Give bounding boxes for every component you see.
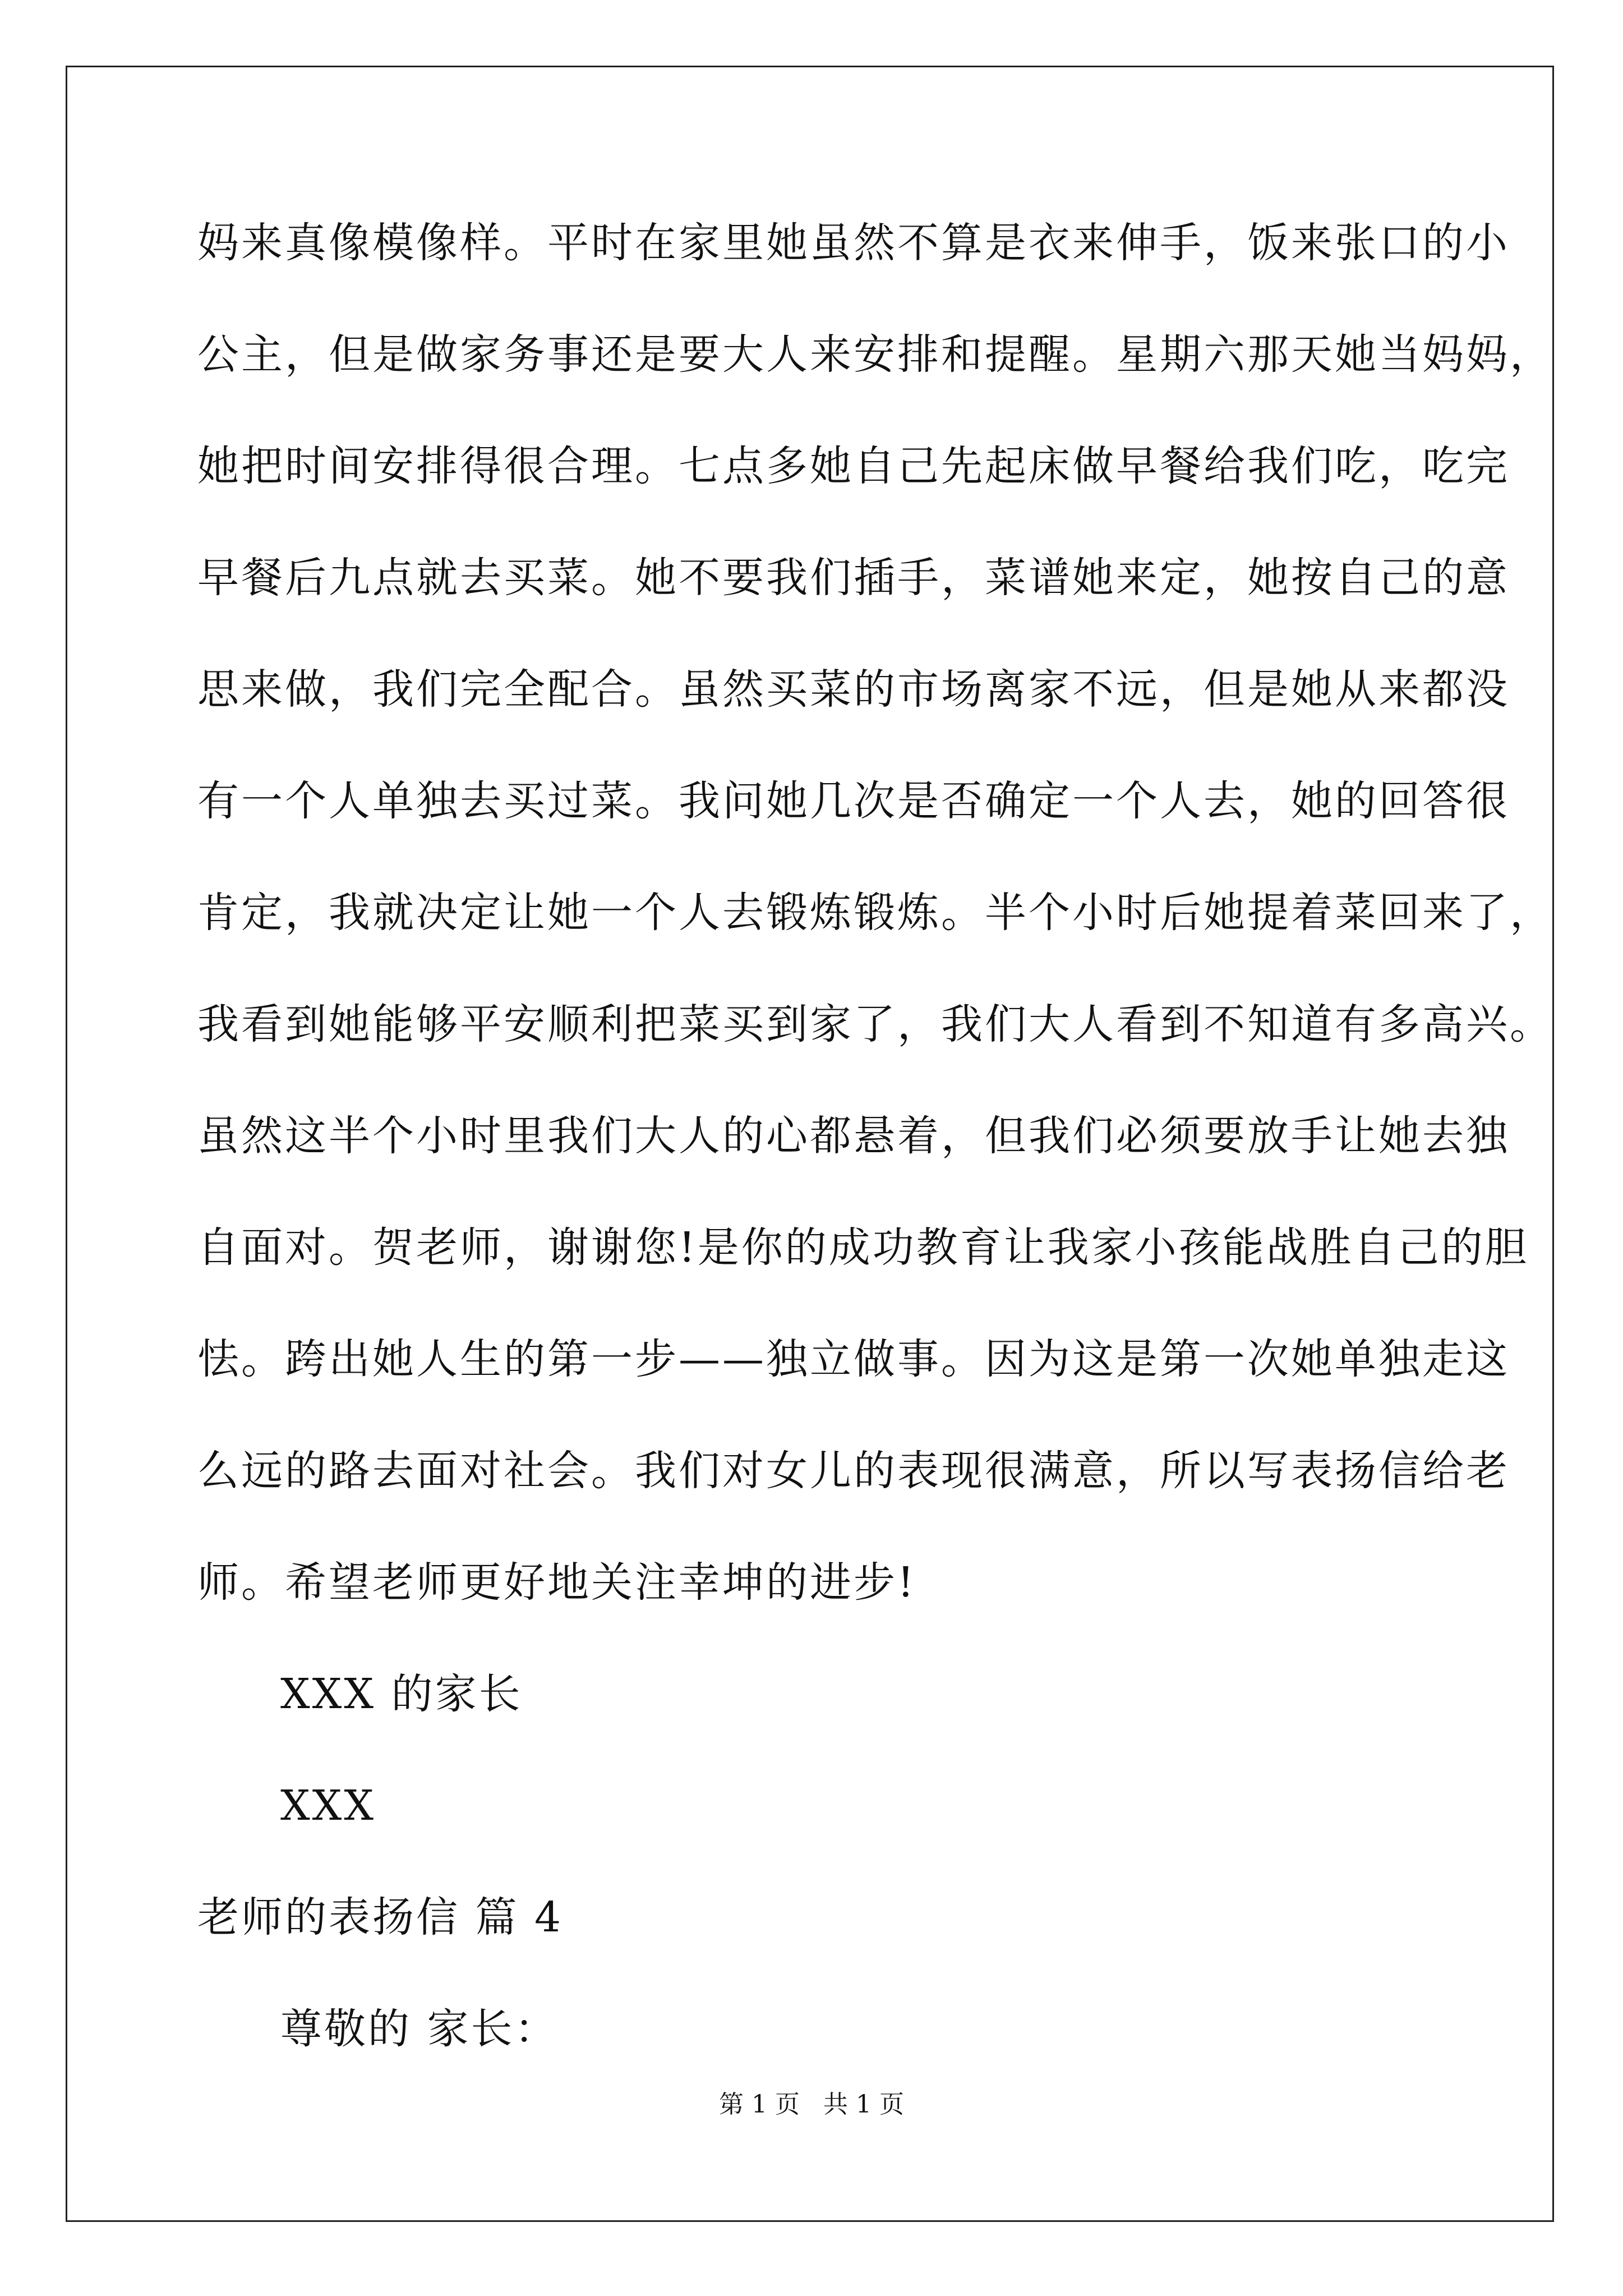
paragraph-line: 有一个人单独去买过菜。我问她几次是否确定一个人去，她的回答很 xyxy=(197,777,1510,825)
paragraph-line: 妈来真像模像样。平时在家里她虽然不算是衣来伸手，饭来张口的小 xyxy=(197,219,1510,267)
paragraph-line: 我看到她能够平安顺利把菜买到家了，我们大人看到不知道有多高兴。 xyxy=(197,1000,1553,1048)
paragraph-line: 么远的路去面对社会。我们对女儿的表现很满意，所以写表扬信给老 xyxy=(197,1447,1510,1495)
page-footer: 第 1 页 共 1 页 xyxy=(719,2090,904,2119)
salutation: 尊敬的 家长： xyxy=(280,2005,559,2053)
paragraph-line: 肯定，我就决定让她一个人去锻炼锻炼。半个小时后她提着菜回来了， xyxy=(197,889,1553,937)
section-title: 老师的表扬信 篇 4 xyxy=(197,1893,564,1941)
paragraph-line: 她把时间安排得很合理。七点多她自己先起床做早餐给我们吃，吃完 xyxy=(197,442,1510,490)
paragraph-line: 虽然这半个小时里我们大人的心都悬着，但我们必须要放手让她去独 xyxy=(197,1112,1510,1160)
paragraph-line: 思来做，我们完全配合。虽然买菜的市场离家不远，但是她从来都没 xyxy=(197,665,1510,714)
paragraph-line: 公主，但是做家务事还是要大人来安排和提醒。星期六那天她当妈妈， xyxy=(197,330,1553,379)
paragraph-line: 师。希望老师更好地关注幸坤的进步! xyxy=(197,1558,916,1607)
signature-date: XXX xyxy=(280,1782,376,1830)
paragraph-line: 自面对。贺老师，谢谢您!是你的成功教育让我家小孩能战胜自己的胆 xyxy=(197,1223,1529,1272)
signature: XXX 的家长 xyxy=(280,1670,523,1718)
paragraph-line: 怯。跨出她人生的第一步——独立做事。因为这是第一次她单独走这 xyxy=(197,1335,1510,1383)
paragraph-line: 早餐后九点就去买菜。她不要我们插手，菜谱她来定，她按自己的意 xyxy=(197,554,1510,602)
